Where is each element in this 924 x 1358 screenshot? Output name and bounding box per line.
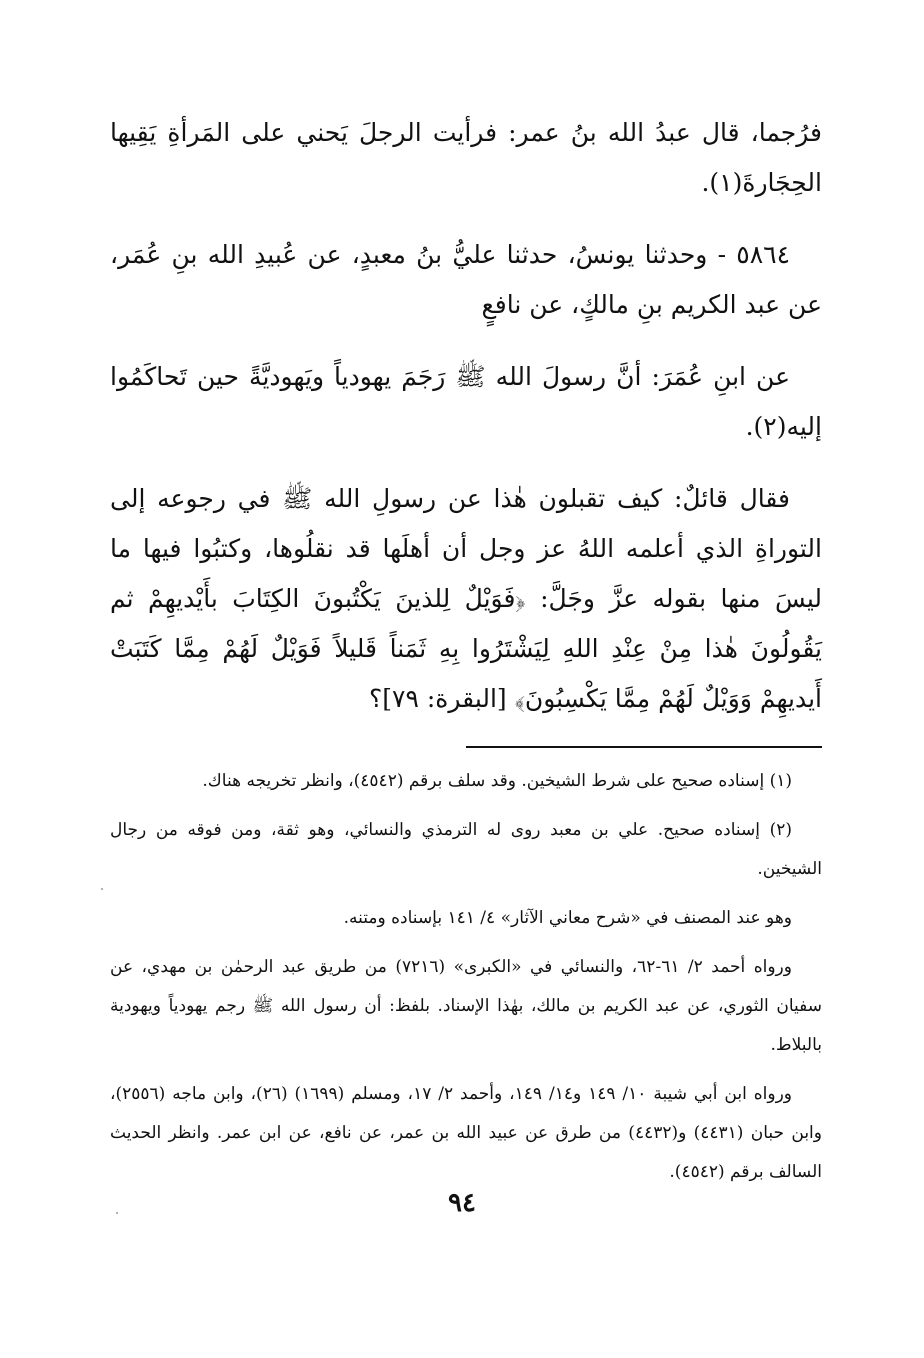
hadith-5864-matn: عن ابنِ عُمَرَ: أنَّ رسولَ الله ﷺ رَجَمَ يهودياً ويَهوديَّةً حين تَحاكَمُوا إليه(٢). [110,362,822,441]
footnote-2-continued: ورواه ابن أبي شيبة ١٠/ ١٤٩ و١٤/ ١٤٩، وأحمد ٢/ ١٧، ومسلم (١٦٩٩) (٢٦)، وابن ماجه (٢٥٥٦)، وابن حبان (٤٤٣١) و(٤٤٣٢) من طرق عن عبيد الله بن عمر، عن نافع، عن ابن عمر. وانظر الحديث السالف برقم (٤٥٤٢). [110,1084,822,1182]
footnote-separator [466,746,822,748]
main-paragraph: فقال قائلٌ: كيف تقبلون هٰذا عن رسولِ الله ﷺ في رجوعه إلى التوراةِ الذي أعلمه اللهُ عز وجل أن أهلَها قد نقلُوها، وكتبُوا فيها ما ليسَ منها بقوله عزَّ وجَلَّ: ﴿فَوَيْلٌ لِلذينَ يَكْتُبونَ الكِتَابَ بأَيْديهِمْ ثم يَقُولُونَ هٰذا مِنْ عِنْدِ اللهِ لِيَشْتَرُوا بِهِ ثَمَناً قَليلاً فَوَيْلٌ لَهُمْ مِمَّا كَتَبَتْ أَيديهِمْ وَوَيْلٌ لَهُمْ مِمَّا يَكْسِبُونَ﴾ [البقرة: ٧٩]؟ [110,484,822,713]
footnote-2-continued: وهو عند المصنف في «شرح معاني الآثار» ٤/ ١٤١ بإسناده ومتنه. [343,908,792,928]
footnotes [110,762,822,1192]
scan-speck [116,1212,118,1214]
main-text [110,108,822,724]
footnote-2-continued: ورواه أحمد ٢/ ٦١-٦٢، والنسائي في «الكبرى» (٧٢١٦) من طريق عبد الرحمٰن بن مهدي، عن سفيان الثوري، عن عبد الكريم بن مالك، بهٰذا الإسناد. بلفظ: أن رسول الله ﷺ رجم يهودياً ويهودية بالبلاط. [110,957,822,1055]
scan-speck [101,888,103,890]
page-number: ٩٤ [448,1188,476,1218]
footnote-2: (٢) إسناده صحيح. علي بن معبد روى له الترمذي والنسائي، وهو ثقة، ومن فوقه من رجال الشيخين. [110,820,822,879]
page-body [110,108,822,1202]
footnote-1: (١) إسناده صحيح على شرط الشيخين. وقد سلف برقم (٤٥٤٢)، وانظر تخريجه هناك. [202,771,792,791]
main-paragraph: فرُجما، قال عبدُ الله بنُ عمر: فرأيت الرجلَ يَحني على المَرأةِ يَقِيها الحِجَارةَ(١). [110,118,822,197]
hadith-5864-isnad: ٥٨٦٤ - وحدثنا يونسُ، حدثنا عليُّ بنُ معبدٍ، عن عُبيدِ الله بنِ عُمَر، عن عبد الكريم بنِ مالكٍ، عن نافعٍ [110,240,822,319]
